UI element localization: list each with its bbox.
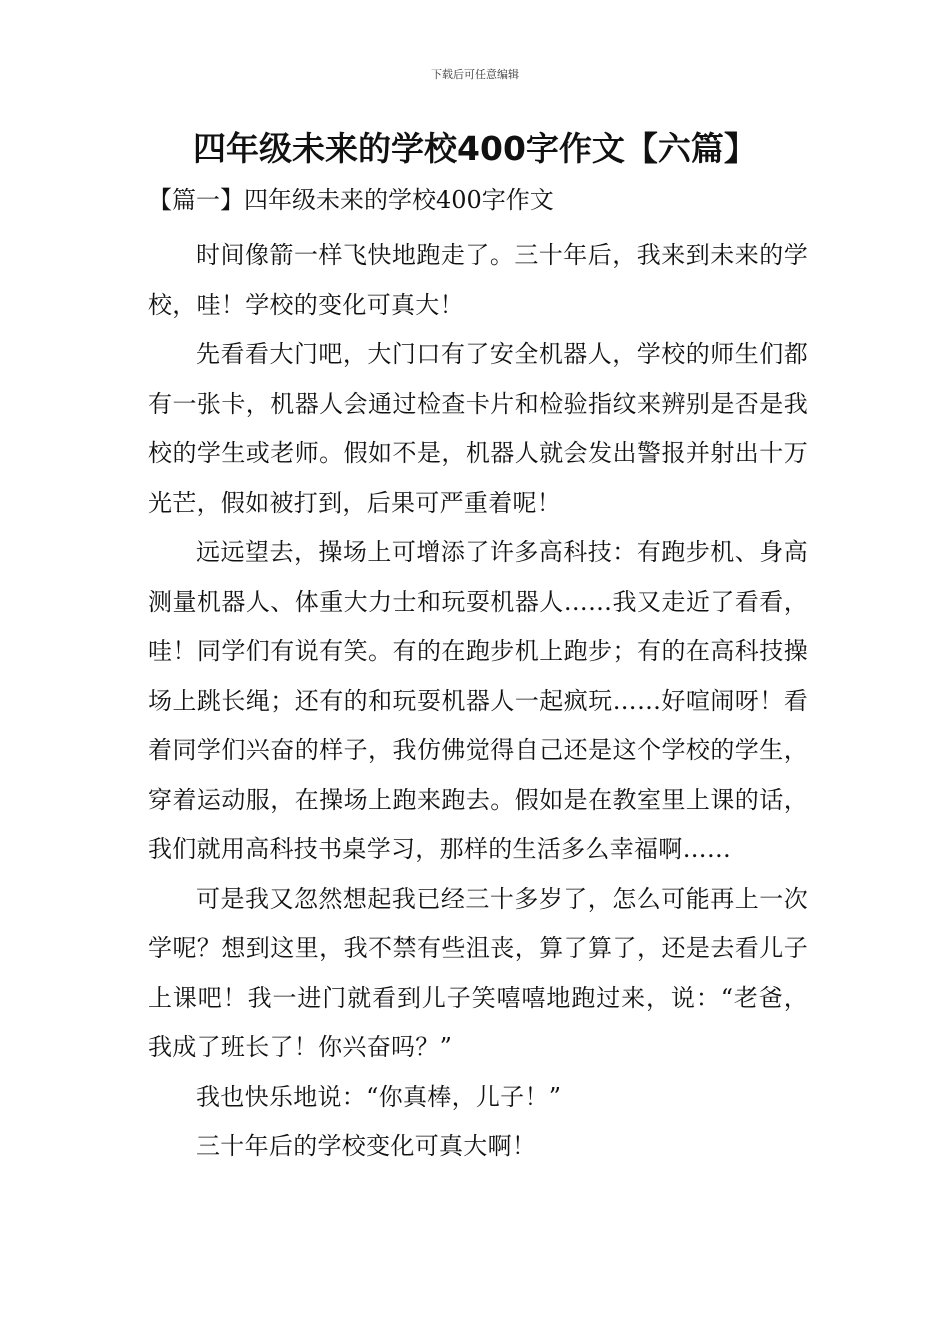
paragraph-6: 三十年后的学校变化可真大啊！ — [196, 1132, 537, 1160]
paragraph-2: 先看看大门吧，大门口有了安全机器人，学校的师生们都有一张卡，机器人会通过检查卡片和检验指纹来辨别是否是我校的学生或老师。假如不是，机器人就会发出警报并射出十万光芒，假如被打到，后果可严重着呢！ — [148, 340, 808, 517]
paragraph-5: 我也快乐地说：“你真棒，儿子！” — [196, 1082, 562, 1111]
section-heading: 【篇一】四年级未来的学校400字作文 — [148, 186, 554, 214]
paragraph-3: 远远望去，操场上可增添了许多高科技：有跑步机、身高测量机器人、体重大力士和玩耍机器人……我又走近了看看，哇！同学们有说有笑。有的在跑步机上跑步；有的在高科技操场上跳长绳；还有的和玩耍机器人一起疯玩……好喧闹呀！看着同学们兴奋的样子，我仿佛觉得自己还是这个学校的学生，穿着运动服，在操场上跑来跑去。假如是在教室里上课的话，我们就用高科技书桌学习，那样的生活多么幸福啊…… — [148, 538, 808, 863]
page-header-note: 下载后可任意编辑 — [431, 68, 519, 81]
document-body — [148, 180, 808, 1172]
document-title: 四年级未来的学校400字作文【六篇】 — [193, 129, 757, 168]
paragraph-1: 时间像箭一样飞快地跑走了。三十年后，我来到未来的学校，哇！学校的变化可真大！ — [148, 241, 808, 319]
paragraph-4: 可是我又忽然想起我已经三十多岁了，怎么可能再上一次学呢？想到这里，我不禁有些沮丧，算了算了，还是去看儿子上课吧！我一进门就看到儿子笑嘻嘻地跑过来，说：“老爸，我成了班长了！你兴奋吗？” — [148, 884, 808, 1061]
